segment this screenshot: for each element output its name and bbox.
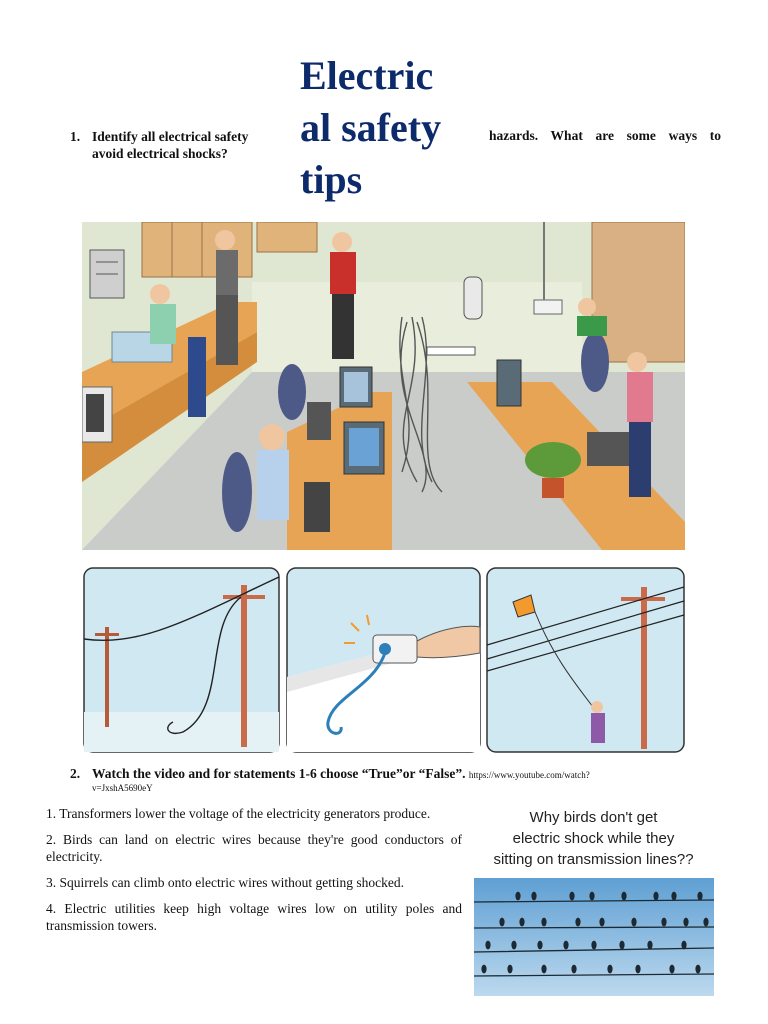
- question-1: [70, 128, 282, 162]
- statement-1: 1. Transformers lower the voltage of the electricity generators produce.: [46, 806, 431, 821]
- bird-mark: [635, 965, 640, 974]
- bird-mark: [537, 941, 542, 950]
- video-link-continued[interactable]: v=JxshA5690eY: [92, 783, 153, 793]
- birds-image-caption: [472, 807, 715, 870]
- bird-mark: [519, 918, 524, 927]
- bird-mark: [507, 965, 512, 974]
- statement-3: 3. Squirrels can climb onto electric wires without getting shocked.: [46, 875, 405, 890]
- birds-on-wires-image: [472, 805, 715, 997]
- question-1-text-c: avoid electrical shocks?: [92, 146, 228, 161]
- title-line-2: al safety: [300, 105, 442, 150]
- bird-mark: [697, 892, 702, 901]
- bird-mark: [575, 918, 580, 927]
- bird-mark: [531, 892, 536, 901]
- bird-mark: [607, 965, 612, 974]
- bird-mark: [591, 941, 596, 950]
- bird-mark: [661, 918, 666, 927]
- bird-mark: [481, 965, 486, 974]
- birds-caption-line-3: sitting on transmission lines??: [493, 851, 694, 868]
- bird-mark: [599, 918, 604, 927]
- bird-mark: [681, 941, 686, 950]
- statement-2: 2. Birds can land on electric wires because they're good conductors of electricity.: [46, 832, 462, 864]
- birds-caption-line-1: Why birds don't get: [529, 809, 658, 826]
- bird-mark: [499, 918, 504, 927]
- bird-mark: [541, 918, 546, 927]
- bird-mark: [653, 892, 658, 901]
- bird-mark: [631, 918, 636, 927]
- bird-mark: [621, 892, 626, 901]
- bird-mark: [571, 965, 576, 974]
- bird-mark: [485, 941, 490, 950]
- statement-4: 4. Electric utilities keep high voltage wires low on utility poles and transmission towers.: [46, 901, 462, 933]
- bird-mark: [647, 941, 652, 950]
- hazard-panels-illustration: [83, 567, 685, 753]
- question-1-text-a: Identify all electrical safety: [92, 129, 249, 144]
- bird-mark: [703, 918, 708, 927]
- bird-mark: [563, 941, 568, 950]
- bird-mark: [695, 965, 700, 974]
- bird-mark: [511, 941, 516, 950]
- office-hazards-illustration: [82, 222, 685, 550]
- bird-mark: [683, 918, 688, 927]
- bird-mark: [541, 965, 546, 974]
- question-1-text-b: hazards. What are some ways to: [489, 128, 721, 143]
- question-2-text: Watch the video and for statements 1-6 choose “True”or “False”.: [92, 766, 466, 781]
- bird-mark: [669, 965, 674, 974]
- birds-photo: [474, 878, 714, 996]
- bird-mark: [671, 892, 676, 901]
- title-line-3: tips: [300, 157, 363, 202]
- bird-mark: [515, 892, 520, 901]
- video-link[interactable]: https://www.youtube.com/watch?: [468, 770, 590, 780]
- page-title: [300, 50, 480, 206]
- statements-list: [46, 805, 462, 943]
- bird-mark: [619, 941, 624, 950]
- title-line-1: Electric: [300, 53, 434, 98]
- bird-mark: [569, 892, 574, 901]
- question-1-number: 1.: [70, 129, 81, 144]
- bird-mark: [589, 892, 594, 901]
- question-2-number: 2.: [70, 766, 81, 781]
- birds-caption-line-2: electric shock while they: [512, 830, 675, 847]
- question-2: [70, 766, 730, 794]
